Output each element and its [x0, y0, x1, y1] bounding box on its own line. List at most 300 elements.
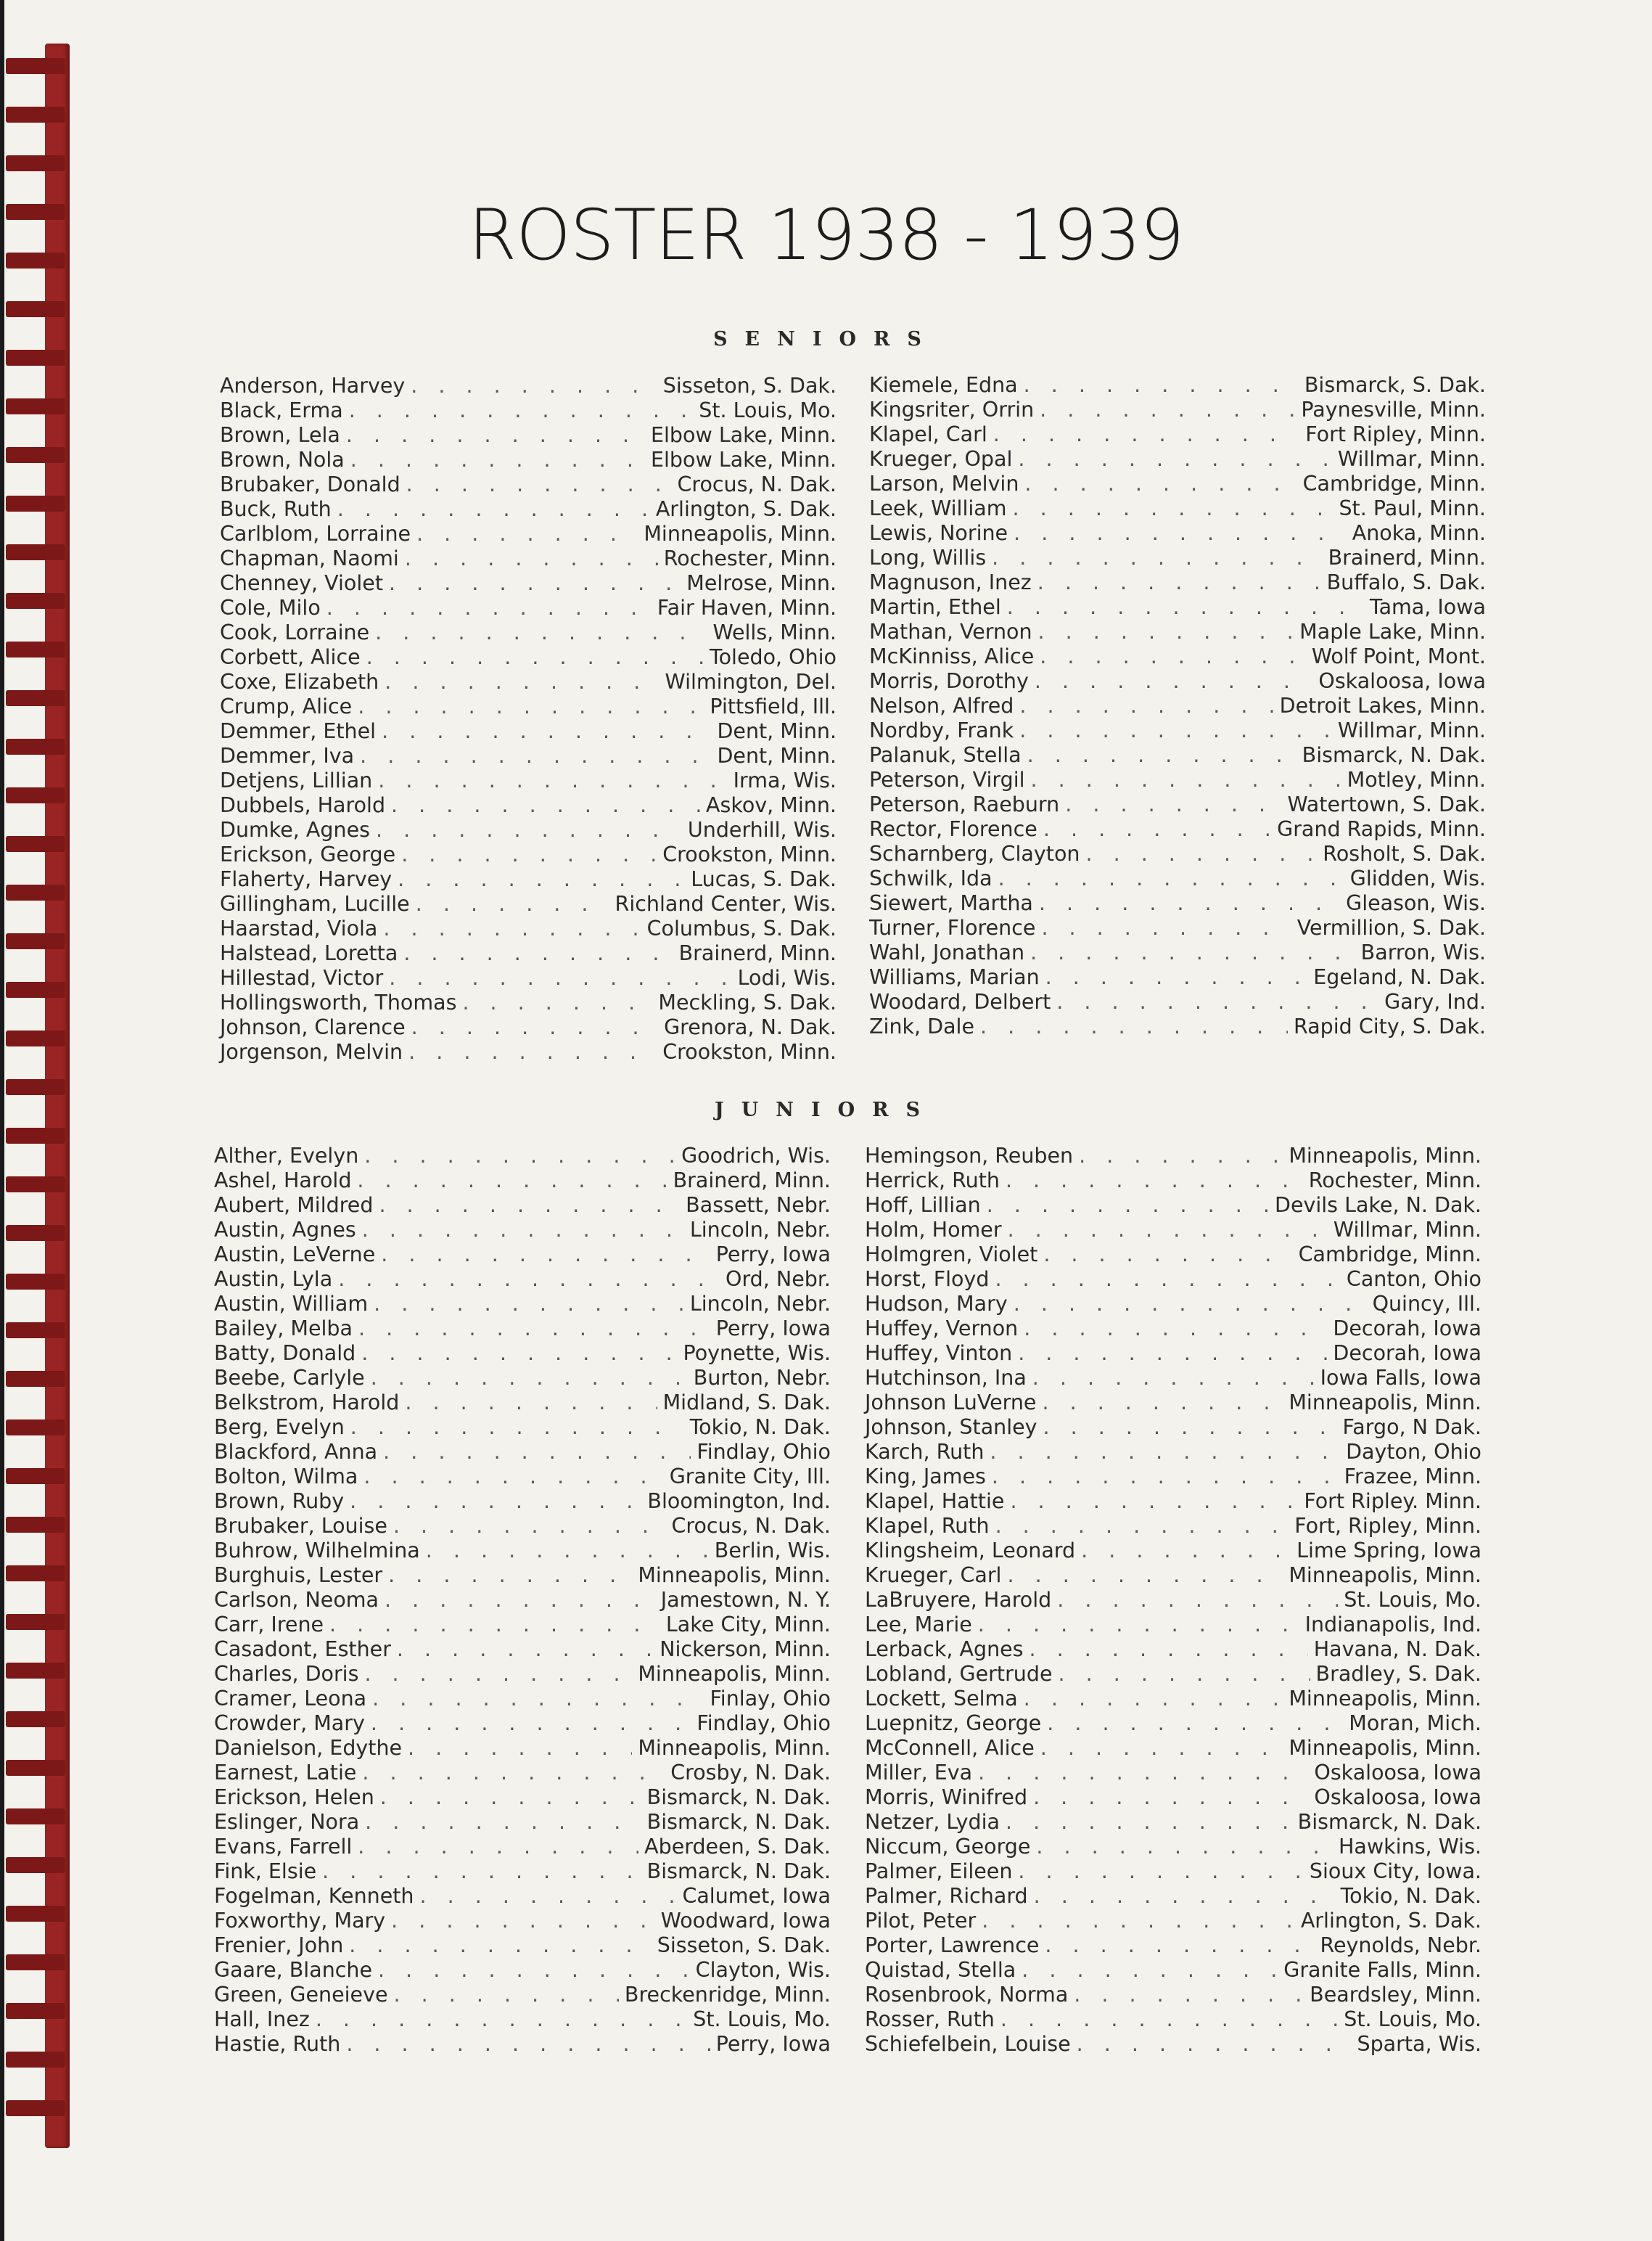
- dot-leader: [1074, 1983, 1304, 2007]
- student-name: Nelson, Alfred: [869, 694, 1014, 718]
- student-name: Klingsheim, Leonard: [865, 1539, 1076, 1562]
- hometown: Rosholt, S. Dak.: [1323, 842, 1486, 866]
- dot-leader: [1031, 768, 1341, 792]
- roster-row: [220, 423, 837, 448]
- dot-leader: [1019, 694, 1273, 718]
- dot-leader: [379, 1193, 680, 1218]
- roster-row: [220, 867, 837, 892]
- hometown: Beardsley, Minn.: [1310, 1983, 1482, 2007]
- roster-row: [865, 1168, 1482, 1193]
- student-name: Buhrow, Wilhelmina: [214, 1539, 420, 1562]
- roster-row: [220, 620, 837, 645]
- hometown: Buffalo, S. Dak.: [1326, 570, 1486, 594]
- binding-ring: [6, 398, 65, 414]
- roster-row: [220, 398, 837, 423]
- roster-row: [214, 1144, 831, 1168]
- student-name: Carlson, Neoma: [214, 1588, 379, 1612]
- hometown: Lincoln, Nebr.: [689, 1292, 831, 1316]
- hometown: Iowa Falls, Iowa: [1320, 1366, 1482, 1390]
- binding-ring: [6, 155, 65, 171]
- dot-leader: [419, 1884, 676, 1909]
- hometown: Toledo, Ohio: [710, 645, 837, 669]
- hometown: Vermillion, S. Dak.: [1296, 916, 1486, 940]
- student-name: Lee, Marie: [865, 1613, 972, 1636]
- dot-leader: [1043, 1415, 1337, 1440]
- dot-leader: [394, 1983, 619, 2007]
- roster-row: [865, 1292, 1482, 1316]
- hometown: St. Louis, Mo.: [1344, 1588, 1482, 1612]
- dot-leader: [365, 1810, 641, 1835]
- student-name: Erickson, George: [220, 843, 396, 867]
- dot-leader: [362, 1761, 665, 1785]
- hometown: Minneapolis, Minn.: [638, 1563, 831, 1587]
- dot-leader: [316, 2007, 687, 2032]
- student-name: Scharnberg, Clayton: [869, 842, 1080, 866]
- roster-row: [865, 1761, 1482, 1785]
- student-name: Austin, William: [214, 1292, 369, 1316]
- dot-leader: [405, 1390, 657, 1415]
- student-name: Brown, Lela: [220, 423, 340, 447]
- dot-leader: [1041, 916, 1291, 941]
- hometown: Meckling, S. Dak.: [658, 991, 837, 1015]
- hometown: Pittsfield, Ill.: [710, 695, 837, 718]
- hometown: Jamestown, N. Y.: [660, 1588, 831, 1612]
- student-name: Miller, Eva: [865, 1761, 973, 1785]
- roster-row: [865, 1242, 1482, 1267]
- student-name: Mathan, Vernon: [869, 620, 1032, 644]
- student-name: Detjens, Lillian: [220, 769, 373, 792]
- student-name: Blackford, Anna: [214, 1440, 378, 1464]
- hometown: Underhill, Wis.: [687, 818, 837, 842]
- hometown: Sisseton, S. Dak.: [662, 374, 837, 398]
- roster-row: [865, 2032, 1482, 2057]
- dot-leader: [385, 1588, 655, 1613]
- hometown: Aberdeen, S. Dak.: [644, 1835, 831, 1859]
- student-name: Charles, Doris: [214, 1662, 359, 1686]
- hometown: Melrose, Minn.: [686, 571, 837, 595]
- roster-row: [865, 1464, 1482, 1489]
- hometown: Decorah, Iowa: [1333, 1341, 1482, 1365]
- hometown: Oskaloosa, Iowa: [1314, 1785, 1482, 1809]
- binding-ring: [6, 1176, 65, 1192]
- dot-leader: [350, 448, 645, 472]
- student-name: Krueger, Opal: [869, 447, 1013, 471]
- student-name: Dubbels, Harold: [220, 793, 386, 817]
- binding-ring: [6, 2100, 65, 2116]
- binding-ring: [6, 1663, 65, 1679]
- hometown: Nickerson, Minn.: [659, 1637, 831, 1661]
- dot-leader: [1040, 1736, 1283, 1761]
- student-name: Fink, Elsie: [214, 1859, 317, 1883]
- student-name: Beebe, Carlyle: [214, 1366, 365, 1390]
- binding-ring: [6, 1857, 65, 1873]
- roster-row: [214, 1909, 831, 1933]
- roster-row: [869, 669, 1486, 694]
- roster-row: [214, 1366, 831, 1390]
- hometown: Perry, Iowa: [715, 2032, 831, 2056]
- dot-leader: [1081, 1539, 1291, 1563]
- dot-leader: [992, 546, 1322, 570]
- hometown: Perry, Iowa: [715, 1316, 831, 1340]
- dot-leader: [1058, 1662, 1310, 1687]
- dot-leader: [1019, 718, 1332, 743]
- student-name: Holm, Homer: [865, 1218, 1002, 1242]
- roster-row: [214, 1835, 831, 1859]
- roster-row: [220, 941, 837, 966]
- dot-leader: [978, 1761, 1308, 1785]
- dot-leader: [1033, 1785, 1308, 1810]
- binding-ring: [6, 496, 65, 512]
- hometown: Sioux City, Iowa.: [1309, 1859, 1482, 1883]
- hometown: Indianapolis, Ind.: [1304, 1613, 1482, 1636]
- student-name: Cook, Lorraine: [220, 620, 370, 644]
- student-name: Bailey, Melba: [214, 1316, 353, 1340]
- binding-ring: [6, 2003, 65, 2019]
- student-name: Peterson, Virgil: [869, 768, 1025, 792]
- roster-row: [220, 1040, 837, 1065]
- dot-leader: [1018, 1859, 1304, 1884]
- binding-ring: [6, 1760, 65, 1776]
- hometown: Arlington, S. Dak.: [655, 497, 837, 521]
- dot-leader: [338, 1267, 720, 1292]
- roster-row: [220, 769, 837, 793]
- binding-ring: [6, 1031, 65, 1046]
- roster-row: [220, 522, 837, 546]
- roster-row: [220, 374, 837, 398]
- student-name: Schiefelbein, Louise: [865, 2032, 1071, 2056]
- roster-row: [869, 546, 1486, 570]
- hometown: Elbow Lake, Minn.: [651, 423, 837, 447]
- binding-ring: [6, 1128, 65, 1144]
- student-name: Anderson, Harvey: [220, 374, 406, 398]
- dot-leader: [1024, 472, 1296, 496]
- binding-ring: [6, 1614, 65, 1630]
- binding-ring: [6, 1322, 65, 1338]
- student-name: Holmgren, Violet: [865, 1242, 1038, 1266]
- roster-row: [214, 1563, 831, 1588]
- hometown: Askov, Minn.: [706, 793, 837, 817]
- roster-row: [214, 1613, 831, 1637]
- student-name: Carlblom, Lorraine: [220, 522, 411, 546]
- hometown: Minneapolis, Minn.: [638, 1736, 831, 1760]
- dot-leader: [391, 793, 700, 818]
- dot-leader: [1034, 1884, 1335, 1909]
- dot-leader: [1043, 817, 1271, 842]
- roster-row: [214, 1539, 831, 1563]
- hometown: Calumet, Iowa: [682, 1884, 831, 1908]
- hometown: Lime Spring, Iowa: [1296, 1539, 1482, 1562]
- dot-leader: [393, 1514, 666, 1539]
- student-name: Lockett, Selma: [865, 1687, 1018, 1711]
- hometown: Lucas, S. Dak.: [691, 867, 837, 891]
- dot-leader: [1024, 1687, 1283, 1711]
- roster-row: [214, 1711, 831, 1736]
- student-name: King, James: [865, 1464, 986, 1488]
- roster-row: [214, 2007, 831, 2032]
- dot-leader: [357, 1168, 667, 1193]
- dot-leader: [350, 1415, 684, 1440]
- student-name: Brown, Ruby: [214, 1489, 345, 1513]
- student-name: Brown, Nola: [220, 448, 345, 472]
- hometown: Irma, Wis.: [733, 769, 837, 792]
- hometown: Arlington, S. Dak.: [1300, 1909, 1482, 1933]
- hometown: Fort, Ripley, Minn.: [1294, 1514, 1482, 1538]
- binding-ring: [6, 593, 65, 609]
- student-name: Carr, Irene: [214, 1613, 324, 1636]
- hometown: Findlay, Ohio: [696, 1440, 831, 1464]
- student-name: Black, Erma: [220, 398, 343, 422]
- student-name: Leek, William: [869, 496, 1007, 520]
- hometown: Goodrich, Wis.: [681, 1144, 831, 1168]
- student-name: Karch, Ruth: [865, 1440, 985, 1464]
- roster-row: [865, 1539, 1482, 1563]
- roster-row: [220, 818, 837, 843]
- dot-leader: [401, 843, 657, 867]
- roster-row: [214, 1884, 831, 1909]
- binding-ring: [6, 933, 65, 949]
- dot-leader: [1007, 1563, 1283, 1588]
- dot-leader: [346, 2032, 710, 2057]
- dot-leader: [383, 917, 641, 941]
- roster-row: [214, 1415, 831, 1440]
- hometown: Willmar, Minn.: [1337, 718, 1486, 742]
- hometown: Paynesville, Minn.: [1301, 398, 1486, 422]
- hometown: Fargo, N Dak.: [1342, 1415, 1482, 1439]
- hometown: Gleason, Wis.: [1346, 891, 1486, 915]
- hometown: Midland, S. Dak.: [662, 1390, 831, 1414]
- dot-leader: [398, 867, 685, 892]
- student-name: Johnson LuVerne: [865, 1390, 1037, 1414]
- hometown: Granite Falls, Minn.: [1283, 1958, 1482, 1982]
- hometown: Bismarck, N. Dak.: [1302, 743, 1486, 767]
- student-name: Quistad, Stella: [865, 1958, 1016, 1982]
- binding-ring: [6, 1419, 65, 1435]
- dot-leader: [1030, 1637, 1308, 1662]
- roster-row: [220, 1015, 837, 1040]
- roster-row: [220, 695, 837, 719]
- roster-row: [865, 1687, 1482, 1711]
- seniors-right-column: [869, 373, 1486, 1039]
- dot-leader: [1032, 1366, 1315, 1390]
- student-name: Krueger, Carl: [865, 1563, 1002, 1587]
- dot-leader: [391, 1909, 655, 1933]
- student-name: LaBruyere, Harold: [865, 1588, 1052, 1612]
- student-name: Erickson, Helen: [214, 1785, 374, 1809]
- hometown: Gary, Ind.: [1384, 990, 1486, 1014]
- roster-row: [214, 1637, 831, 1662]
- student-name: Hall, Inez: [214, 2007, 310, 2031]
- roster-row: [869, 817, 1486, 842]
- binding-ring: [6, 642, 65, 657]
- dot-leader: [416, 892, 609, 917]
- hometown: Columbus, S. Dak.: [646, 917, 837, 941]
- hometown: Sparta, Wis.: [1357, 2032, 1482, 2056]
- student-name: Wahl, Jonathan: [869, 941, 1025, 964]
- dot-leader: [1030, 941, 1355, 965]
- dot-leader: [1035, 669, 1313, 694]
- roster-row: [220, 448, 837, 472]
- student-name: Hollingsworth, Thomas: [220, 991, 457, 1015]
- hometown: Bismarck, N. Dak.: [646, 1810, 831, 1834]
- hometown: Bismarck, N. Dak.: [646, 1785, 831, 1809]
- roster-row: [869, 398, 1486, 422]
- student-name: Gaare, Blanche: [214, 1958, 373, 1982]
- dot-leader: [403, 941, 673, 966]
- hometown: Willmar, Minn.: [1333, 1218, 1482, 1242]
- hometown: Sisseton, S. Dak.: [657, 1933, 831, 1957]
- student-name: Kiemele, Edna: [869, 373, 1018, 397]
- hometown: Watertown, S. Dak.: [1287, 792, 1486, 816]
- dot-leader: [980, 1015, 1288, 1039]
- student-name: Johnson, Stanley: [865, 1415, 1037, 1439]
- roster-row: [214, 1859, 831, 1884]
- binding-ring: [6, 1711, 65, 1727]
- student-name: Cramer, Leona: [214, 1687, 367, 1711]
- student-name: Lerback, Agnes: [865, 1637, 1024, 1661]
- hometown: St. Louis, Mo.: [699, 398, 837, 422]
- roster-row: [214, 1440, 831, 1464]
- student-name: Hemingson, Reuben: [865, 1144, 1074, 1168]
- binding-ring: [6, 1954, 65, 1970]
- binding-ring: [6, 690, 65, 706]
- binding-ring: [6, 58, 65, 74]
- dot-leader: [1018, 447, 1332, 472]
- dot-leader: [388, 1563, 632, 1588]
- roster-row: [865, 1563, 1482, 1588]
- student-name: Evans, Farrell: [214, 1835, 353, 1859]
- roster-row: [865, 1662, 1482, 1687]
- hometown: Crookston, Minn.: [662, 1040, 837, 1064]
- dot-leader: [416, 522, 638, 546]
- binding-ring: [6, 836, 65, 852]
- student-name: Niccum, George: [865, 1835, 1031, 1859]
- hometown: Canton, Ohio: [1346, 1267, 1482, 1291]
- dot-leader: [1014, 1292, 1367, 1316]
- student-name: Austin, Lyla: [214, 1267, 333, 1291]
- dot-leader: [987, 1193, 1269, 1218]
- student-name: Schwilk, Ida: [869, 867, 993, 890]
- student-name: Burghuis, Lester: [214, 1563, 383, 1587]
- student-name: Demmer, Ethel: [220, 719, 377, 743]
- dot-leader: [1043, 1242, 1292, 1267]
- hometown: Fort Ripley, Minn.: [1305, 422, 1486, 446]
- student-name: Rosenbrook, Norma: [865, 1983, 1069, 2007]
- dot-leader: [358, 695, 704, 719]
- roster-row: [865, 1884, 1482, 1909]
- hometown: Lake City, Minn.: [665, 1613, 831, 1636]
- hometown: Glidden, Wis.: [1349, 867, 1486, 890]
- hometown: Crosby, N. Dak.: [670, 1761, 831, 1785]
- student-name: Buck, Ruth: [220, 497, 332, 521]
- student-name: Frenier, John: [214, 1933, 344, 1957]
- dot-leader: [383, 1440, 691, 1464]
- hometown: Oskaloosa, Iowa: [1314, 1761, 1482, 1785]
- hometown: Fair Haven, Minn.: [657, 596, 837, 620]
- roster-row: [865, 1785, 1482, 1810]
- roster-row: [865, 1958, 1482, 1983]
- student-name: Turner, Florence: [869, 916, 1036, 940]
- hometown: Cambridge, Minn.: [1298, 1242, 1482, 1266]
- roster-row: [220, 843, 837, 867]
- roster-row: [220, 966, 837, 991]
- dot-leader: [462, 991, 652, 1015]
- roster-row: [869, 521, 1486, 546]
- dot-leader: [376, 818, 682, 843]
- dot-leader: [378, 1958, 690, 1983]
- student-name: Long, Willis: [869, 546, 987, 570]
- dot-leader: [1010, 1489, 1298, 1514]
- student-name: Green, Geneieve: [214, 1983, 388, 2007]
- roster-row: [869, 447, 1486, 472]
- dot-leader: [1057, 1588, 1338, 1613]
- hometown: Finlay, Ohio: [710, 1687, 831, 1711]
- roster-row: [865, 1810, 1482, 1835]
- hometown: Devils Lake, N. Dak.: [1275, 1193, 1482, 1217]
- roster-row: [869, 867, 1486, 891]
- student-name: Brubaker, Louise: [214, 1514, 387, 1538]
- hometown: St. Louis, Mo.: [1344, 2007, 1482, 2031]
- hometown: St. Paul, Minn.: [1339, 496, 1486, 520]
- student-name: Jorgenson, Melvin: [220, 1040, 403, 1064]
- binding-ring: [6, 739, 65, 755]
- hometown: Tama, Iowa: [1369, 595, 1486, 619]
- hometown: Maple Lake, Minn.: [1299, 620, 1486, 644]
- student-name: Herrick, Ruth: [865, 1168, 1000, 1192]
- roster-row: [869, 990, 1486, 1015]
- student-name: Morris, Winifred: [865, 1785, 1028, 1809]
- student-name: Crump, Alice: [220, 695, 353, 718]
- student-name: Martin, Ethel: [869, 595, 1001, 619]
- hometown: Hawkins, Wis.: [1338, 1835, 1482, 1859]
- student-name: Hillestad, Victor: [220, 966, 384, 990]
- student-name: Berg, Evelyn: [214, 1415, 345, 1439]
- dot-leader: [1045, 965, 1308, 990]
- student-name: Gillingham, Lucille: [220, 892, 410, 916]
- juniors-left-column: [214, 1144, 831, 2057]
- student-name: Luepnitz, George: [865, 1711, 1042, 1735]
- student-name: Eslinger, Nora: [214, 1810, 360, 1834]
- roster-row: [220, 892, 837, 917]
- dot-leader: [358, 1835, 638, 1859]
- roster-row: [214, 1489, 831, 1514]
- roster-row: [214, 1464, 831, 1489]
- dot-leader: [385, 670, 659, 695]
- hometown: Dent, Minn.: [717, 719, 837, 743]
- student-name: Larson, Melvin: [869, 472, 1019, 496]
- student-name: Johnson, Clarence: [220, 1015, 406, 1039]
- student-name: Klapel, Ruth: [865, 1514, 990, 1538]
- dot-leader: [1037, 570, 1321, 595]
- hometown: Willmar, Minn.: [1337, 447, 1486, 471]
- roster-row: [865, 1613, 1482, 1637]
- dot-leader: [1042, 1390, 1283, 1415]
- student-name: Aubert, Mildred: [214, 1193, 374, 1217]
- roster-row: [220, 546, 837, 571]
- student-name: Porter, Lawrence: [865, 1933, 1040, 1957]
- hometown: Bassett, Nebr.: [686, 1193, 831, 1217]
- hometown: Barron, Wis.: [1360, 941, 1486, 964]
- juniors-heading: JUNIORS: [714, 1099, 938, 1121]
- roster-row: [869, 620, 1486, 644]
- hometown: Bismarck, N. Dak.: [646, 1859, 831, 1883]
- roster-row: [220, 497, 837, 522]
- binding-ring: [6, 1225, 65, 1241]
- binding-ring: [6, 1808, 65, 1824]
- dot-leader: [1000, 2007, 1338, 2032]
- student-name: Earnest, Latie: [214, 1761, 357, 1785]
- hometown: Brainerd, Minn.: [678, 941, 837, 965]
- dot-leader: [1047, 1711, 1343, 1736]
